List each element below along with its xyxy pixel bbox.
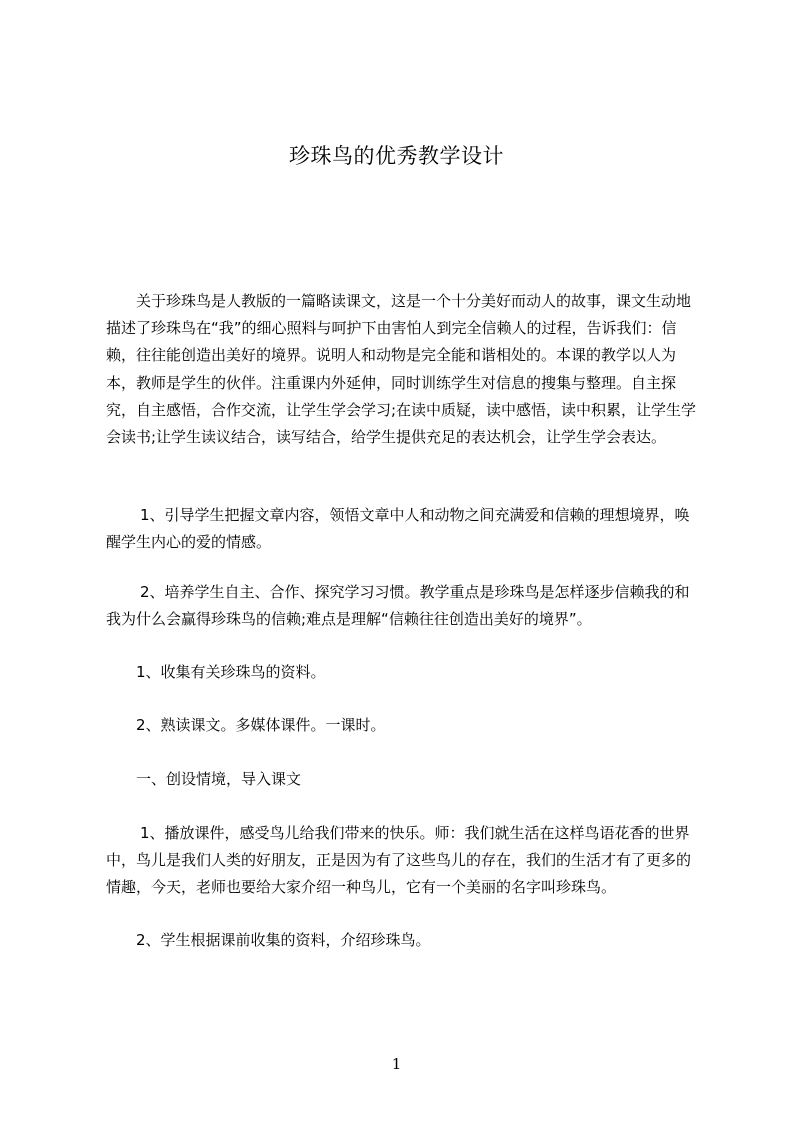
page-number: 1 xyxy=(391,1055,402,1073)
intro-paragraph: 关于珍珠鸟是人教版的一篇略读课文，这是一个十分美好而动人的故事，课文生动地描述了珍珠鸟在“我”的细心照料与呵护下由害怕人到完全信赖人的过程，告诉我们：信赖，往往能创造出美好的境界。说明人和动物是完全能和谐相处的。本课的教学以人为本，教师是学生的伙伴。注重课内外延伸，同时训练学生对信息的搜集与整理。自主探究，自主感悟，合作交流，让学生学会学习;在读中质疑，读中感悟，读中积累，让学生学会读书;让学生读议结合，读写结合，给学生提供充足的表达机会，让学生学会表达。 xyxy=(106,292,697,447)
preparation-2-paragraph: 2、熟读课文。多媒体课件。一课时。 xyxy=(136,716,386,734)
step-1-item-1-paragraph: 1、播放课件，感受鸟儿给我们带来的快乐。师：我们就生活在这样鸟语花香的世界中，鸟儿是我们人类的好朋友，正是因为有了这些鸟儿的存在，我们的生活才有了更多的情趣，今天，老师也要给大家介绍一种鸟儿，它有一个美丽的名字叫珍珠鸟。 xyxy=(106,824,692,896)
objective-1-paragraph: 1、引导学生把握文章内容，领悟文章中人和动物之间充满爱和信赖的理想境界，唤醒学生内心的爱的情感。 xyxy=(106,506,690,551)
step-1-item-2-paragraph: 2、学生根据课前收集的资料，介绍珍珠鸟。 xyxy=(136,931,431,949)
objective-2-paragraph: 2、培养学生自主、合作、探究学习习惯。教学重点是珍珠鸟是怎样逐步信赖我的和我为什么会赢得珍珠鸟的信赖;难点是理解“信赖往往创造出美好的境界”。 xyxy=(106,583,690,628)
document-title: 珍珠鸟的优秀教学设计 xyxy=(289,144,504,168)
preparation-1-paragraph: 1、收集有关珍珠鸟的资料。 xyxy=(136,663,326,681)
step-1-heading: 一、创设情境，导入课文 xyxy=(136,770,302,788)
